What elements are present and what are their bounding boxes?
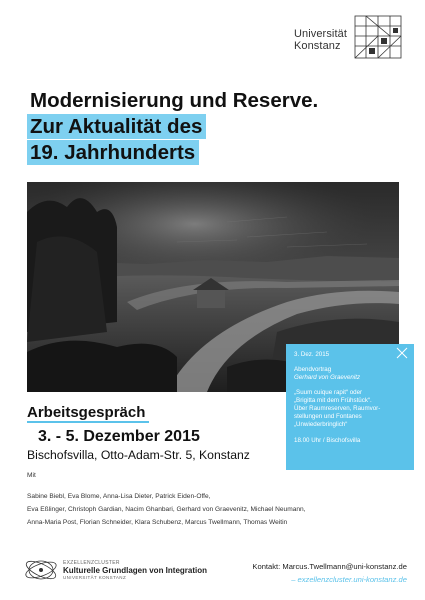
university-name-line2: Konstanz [293,40,341,52]
title-line-3: 19. Jahrhunderts [27,140,199,165]
workshop-label: Arbeitsgespräch [27,404,146,421]
participants-heading: Mit [27,472,36,479]
university-name-line1: Universität [293,28,347,40]
participants-list [27,490,405,529]
excellence-cluster-logo [23,557,207,583]
poster-title [27,88,322,166]
lecture-title-line: „Brigitta mit dem Frühstück“. [294,397,372,404]
lecture-title-line: „Suum cuique rapit“ oder [294,389,363,396]
university-logo [294,14,403,60]
workshop-place: Bischofsvilla, Otto-Adam-Str. 5, Konstanz [27,448,250,462]
lecture-title-line: „Unwiederbringlich“ [294,421,348,428]
participants-line: Anna-Maria Post, Florian Schneider, Klara Schubenz, Marcus Twellmann, Thomas Weitin [27,519,288,526]
cluster-label-top: EXZELLENZCLUSTER [63,560,120,566]
title-line-1: Modernisierung und Reserve. [30,89,319,112]
university-emblem-icon [353,14,403,60]
workshop-underline [27,421,149,423]
cluster-name: Kulturelle Grundlagen von Integration [63,566,208,575]
lecture-time-place: 18.00 Uhr / Bischofsvilla [294,437,361,444]
cluster-label-sub: UNIVERSITÄT KONSTANZ [63,575,127,580]
title-line-2: Zur Aktualität des [27,114,206,139]
lecture-date: 3. Dez. 2015 [294,351,330,358]
lecture-title-line: stellungen und Fontanes [294,413,362,420]
participants-line: Sabine Biebl, Eva Blome, Anna-Lisa Dieter, Patrick Eiden-Offe, [27,493,211,500]
lecture-type: Abendvortrag [294,366,332,373]
cluster-emblem-icon [23,557,59,583]
lecture-title [294,389,406,429]
evening-lecture-box [286,344,414,470]
website-link[interactable]: – exzellenzcluster.uni-konstanz.de [291,575,407,584]
contact-email[interactable]: Kontakt: Marcus.Twellmann@uni-konstanz.de [252,562,407,571]
university-name [294,28,347,52]
lecture-title-line: Über Raumreserven, Raumvor- [294,405,381,412]
participants-line: Eva Eßlinger, Christoph Gardian, Nacim Ghanbari, Gerhard von Graevenitz, Michael Neumann, [27,506,306,513]
workshop-dates: 3. - 5. Dezember 2015 [38,428,200,445]
close-icon[interactable] [396,347,408,359]
lecture-speaker: Gerhard von Graevenitz [294,374,361,381]
